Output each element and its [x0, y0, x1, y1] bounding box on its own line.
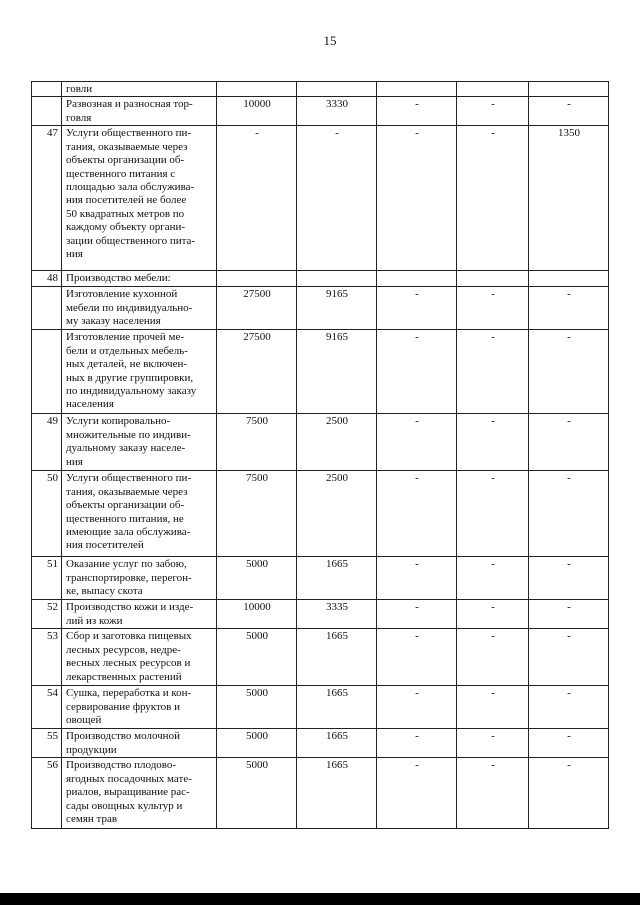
value-cell-2: 1665: [297, 629, 377, 686]
activity-description-cell: Производство молочной продукции: [62, 729, 217, 758]
value-cell-5: 1350: [529, 126, 609, 271]
row-number-cell: 47: [32, 126, 62, 271]
value-cell-2: 1665: [297, 557, 377, 600]
activity-description-cell: Услуги общественного пи- тания, оказываемые через объекты организации об- щественного питания с площадью зала обслужива- ния посетителей не более 50 квадратных метров по каждому объекту органи- зации общественного пита- ния: [62, 126, 217, 271]
value-cell-2: [297, 82, 377, 97]
value-cell-4: -: [457, 629, 529, 686]
value-cell-3: -: [377, 330, 457, 414]
value-cell-4: -: [457, 600, 529, 629]
row-number-cell: 55: [32, 729, 62, 758]
table-row: [32, 287, 609, 330]
row-number-cell: 53: [32, 629, 62, 686]
value-cell-5: -: [529, 600, 609, 629]
value-cell-2: [297, 271, 377, 287]
activity-description-cell: Сушка, переработка и кон- сервирование фруктов и овощей: [62, 686, 217, 729]
table-row: [32, 471, 609, 557]
activity-description-cell: Оказание услуг по забою, транспортировке, перегон- ке, выпасу скота: [62, 557, 217, 600]
page-number: 15: [323, 33, 337, 48]
value-cell-4: -: [457, 330, 529, 414]
value-cell-1: 7500: [217, 471, 297, 557]
value-cell-4: -: [457, 471, 529, 557]
table-row: [32, 126, 609, 271]
table-row: [32, 97, 609, 126]
value-cell-2: 9165: [297, 330, 377, 414]
value-cell-5: -: [529, 629, 609, 686]
value-cell-3: [377, 82, 457, 97]
value-cell-5: -: [529, 686, 609, 729]
value-cell-3: -: [377, 758, 457, 829]
value-cell-5: -: [529, 97, 609, 126]
value-cell-3: -: [377, 557, 457, 600]
value-cell-3: -: [377, 97, 457, 126]
table-row: [32, 686, 609, 729]
value-cell-3: -: [377, 729, 457, 758]
value-cell-1: 5000: [217, 557, 297, 600]
value-cell-2: 1665: [297, 686, 377, 729]
value-cell-1: 5000: [217, 686, 297, 729]
row-number-cell: [32, 287, 62, 330]
value-cell-5: -: [529, 330, 609, 414]
row-number-cell: 52: [32, 600, 62, 629]
value-cell-3: [377, 271, 457, 287]
row-number-cell: 56: [32, 758, 62, 829]
value-cell-4: -: [457, 557, 529, 600]
value-cell-1: -: [217, 126, 297, 271]
value-cell-3: -: [377, 287, 457, 330]
value-cell-4: [457, 271, 529, 287]
table-row: [32, 330, 609, 414]
activity-description-cell: Сбор и заготовка пищевых лесных ресурсов, недре- весных лесных ресурсов и лекарственных растений: [62, 629, 217, 686]
value-cell-3: -: [377, 471, 457, 557]
activity-description-cell: говли: [62, 82, 217, 97]
scan-bottom-border: [0, 893, 640, 905]
activity-description-cell: Производство мебели:: [62, 271, 217, 287]
value-cell-5: [529, 271, 609, 287]
value-cell-2: -: [297, 126, 377, 271]
value-cell-5: -: [529, 557, 609, 600]
row-number-cell: [32, 82, 62, 97]
table-row: [32, 629, 609, 686]
table-row: [32, 557, 609, 600]
value-cell-2: 3335: [297, 600, 377, 629]
value-cell-4: -: [457, 414, 529, 471]
value-cell-5: -: [529, 414, 609, 471]
value-cell-4: [457, 82, 529, 97]
activity-description-cell: Изготовление прочей ме- бели и отдельных мебель- ных деталей, не включен- ных в другие группировки, по индивидуальному заказу населения: [62, 330, 217, 414]
row-number-cell: 48: [32, 271, 62, 287]
table-row: [32, 82, 609, 97]
value-cell-1: [217, 271, 297, 287]
value-cell-4: -: [457, 287, 529, 330]
row-number-cell: [32, 330, 62, 414]
value-cell-1: 10000: [217, 600, 297, 629]
value-cell-2: 9165: [297, 287, 377, 330]
value-cell-4: -: [457, 97, 529, 126]
value-cell-5: [529, 82, 609, 97]
value-cell-2: 3330: [297, 97, 377, 126]
value-cell-3: -: [377, 126, 457, 271]
value-cell-5: -: [529, 758, 609, 829]
value-cell-3: -: [377, 414, 457, 471]
value-cell-5: -: [529, 729, 609, 758]
value-cell-2: 1665: [297, 729, 377, 758]
value-cell-3: -: [377, 629, 457, 686]
table-row: [32, 758, 609, 829]
value-cell-5: -: [529, 287, 609, 330]
activity-description-cell: Услуги общественного пи- тания, оказываемые через объекты организации об- щественного питания, не имеющие зала обслужива- ния посетителей: [62, 471, 217, 557]
value-cell-1: 5000: [217, 758, 297, 829]
value-cell-4: -: [457, 729, 529, 758]
value-cell-4: -: [457, 758, 529, 829]
value-cell-1: 27500: [217, 287, 297, 330]
value-cell-1: [217, 82, 297, 97]
value-cell-2: 2500: [297, 471, 377, 557]
activity-description-cell: Развозная и разносная тор- говля: [62, 97, 217, 126]
row-number-cell: 49: [32, 414, 62, 471]
value-cell-2: 2500: [297, 414, 377, 471]
row-number-cell: 51: [32, 557, 62, 600]
value-cell-1: 5000: [217, 629, 297, 686]
value-cell-4: -: [457, 126, 529, 271]
value-cell-2: 1665: [297, 758, 377, 829]
row-number-cell: [32, 97, 62, 126]
value-cell-3: -: [377, 600, 457, 629]
value-cell-3: -: [377, 686, 457, 729]
value-cell-4: -: [457, 686, 529, 729]
tax-rates-table: [31, 81, 609, 829]
value-cell-1: 27500: [217, 330, 297, 414]
row-number-cell: 54: [32, 686, 62, 729]
row-number-cell: 50: [32, 471, 62, 557]
activity-description-cell: Производство кожи и изде- лий из кожи: [62, 600, 217, 629]
activity-description-cell: Изготовление кухонной мебели по индивидуально- му заказу населения: [62, 287, 217, 330]
table-row: [32, 600, 609, 629]
value-cell-1: 10000: [217, 97, 297, 126]
table-row: [32, 729, 609, 758]
value-cell-1: 5000: [217, 729, 297, 758]
table-row: [32, 271, 609, 287]
table-row: [32, 414, 609, 471]
value-cell-5: -: [529, 471, 609, 557]
value-cell-1: 7500: [217, 414, 297, 471]
activity-description-cell: Производство плодово- ягодных посадочных мате- риалов, выращивание рас- сады овощных культур и семян трав: [62, 758, 217, 829]
activity-description-cell: Услуги копировально- множительные по индиви- дуальному заказу населе- ния: [62, 414, 217, 471]
